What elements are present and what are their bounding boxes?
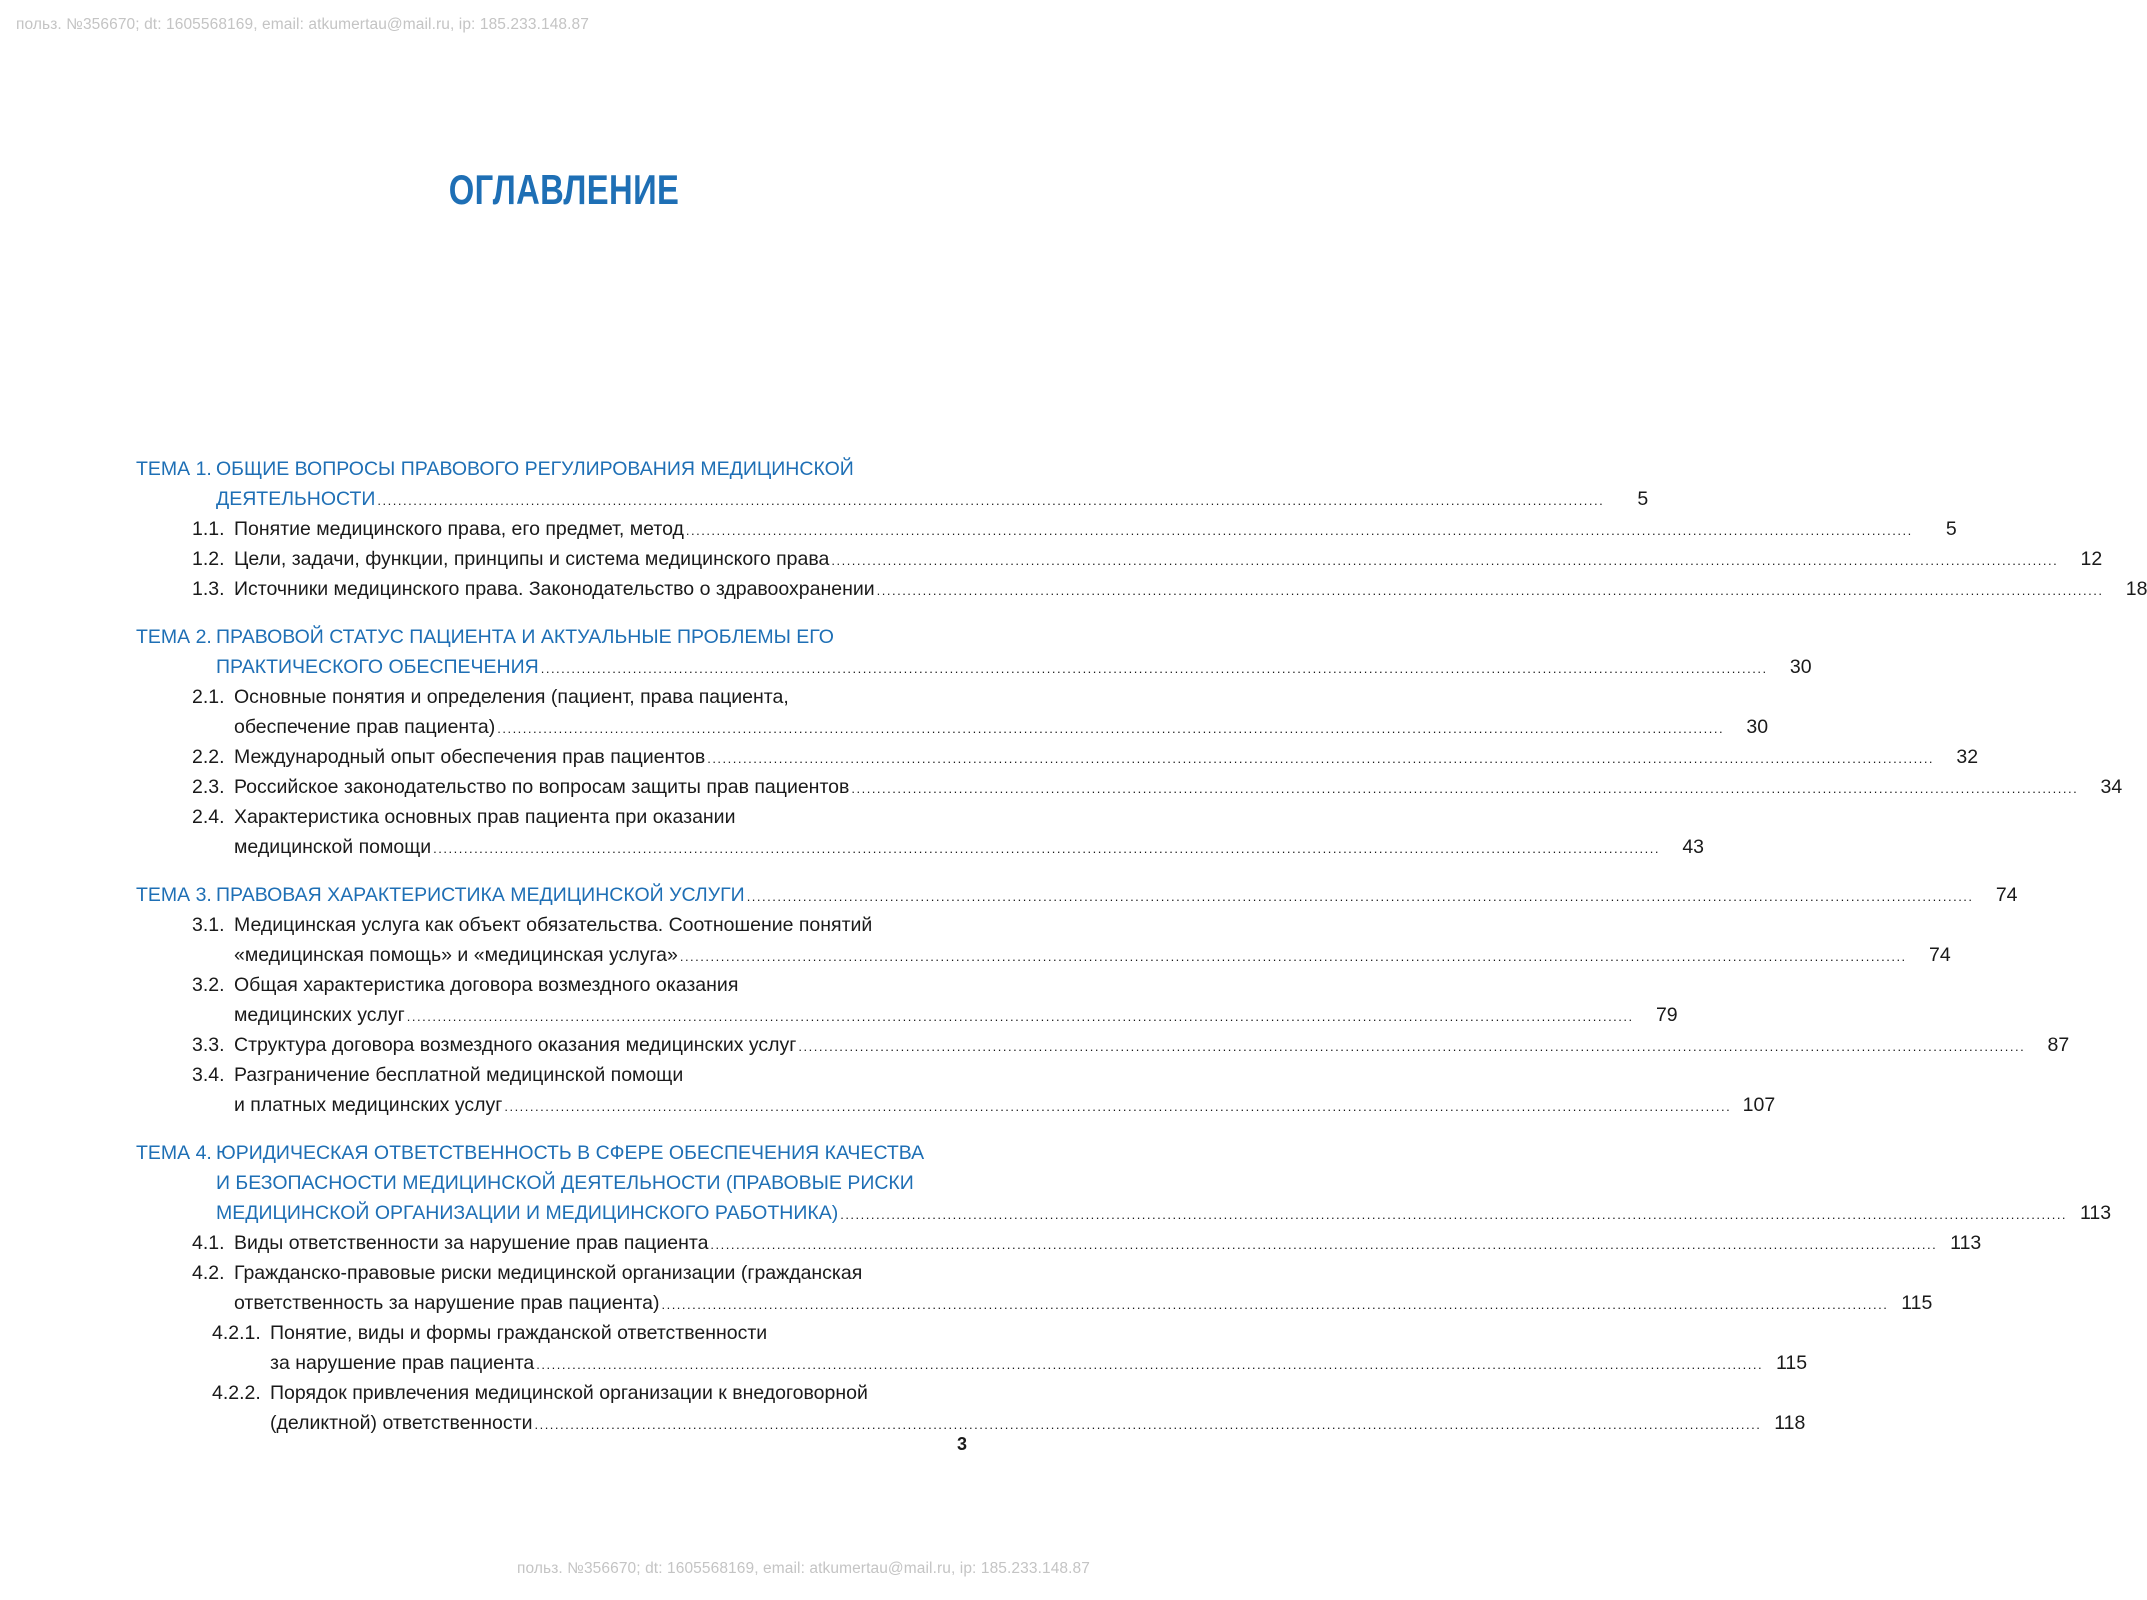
toc-title: обеспечение прав пациента) — [234, 716, 496, 738]
toc-number: ТЕМА 2. — [136, 626, 212, 648]
toc-title: Основные понятия и определения (пациент, права пациента, — [234, 686, 789, 708]
toc-title: Гражданско-правовые риски медицинской организации (гражданская — [234, 1262, 863, 1284]
dot-leader — [661, 1290, 1888, 1320]
dot-leader — [541, 654, 1768, 684]
toc-page: 30 — [1789, 656, 1812, 678]
dot-leader — [831, 546, 2058, 576]
toc-title: «медицинская помощь» и «медицинская услуга» — [234, 944, 678, 966]
toc-title: ПРАВОВОЙ СТАТУС ПАЦИЕНТА И АКТУАЛЬНЫЕ ПРОБЛЕМЫ ЕГО — [216, 626, 834, 648]
dot-leader — [710, 1230, 1937, 1260]
toc-item[interactable] — [136, 1030, 2070, 1060]
dot-leader — [747, 882, 1974, 912]
toc-title: ПРАКТИЧЕСКОГО ОБЕСПЕЧЕНИЯ — [216, 656, 539, 678]
toc-title: медицинской помощи — [234, 836, 432, 858]
dot-leader — [377, 486, 1604, 516]
toc-title: Понятие, виды и формы гражданской ответственности — [270, 1322, 768, 1344]
toc-title: Виды ответственности за нарушение прав пациента — [234, 1232, 709, 1254]
toc-item[interactable] — [136, 574, 2147, 604]
toc-number: ТЕМА 3. — [136, 884, 212, 906]
toc-page: 87 — [2047, 1034, 2070, 1056]
toc-number: 4.2. — [192, 1262, 225, 1284]
toc-item[interactable] — [136, 742, 1979, 772]
toc-number: 2.1. — [192, 686, 225, 708]
watermark-bottom: польз. №356670; dt: 1605568169, email: atkumertau@mail.ru, ip: 185.233.148.87 — [517, 1560, 1090, 1577]
dot-leader — [536, 1350, 1763, 1380]
dot-leader — [407, 1002, 1634, 1032]
toc-item[interactable] — [136, 772, 2123, 802]
toc-title: ОБЩИЕ ВОПРОСЫ ПРАВОВОГО РЕГУЛИРОВАНИЯ МЕДИЦИНСКОЙ — [216, 458, 854, 480]
toc-item[interactable] — [136, 1228, 1982, 1258]
toc-number: 3.2. — [192, 974, 225, 996]
toc-item[interactable] — [136, 1378, 1806, 1438]
toc-title: Понятие медицинского права, его предмет, метод — [234, 518, 684, 540]
toc-page: 43 — [1682, 836, 1705, 858]
toc-title: Разграничение бесплатной медицинской помощи — [234, 1064, 684, 1086]
toc-title: Медицинская услуга как объект обязательства. Соотношение понятий — [234, 914, 873, 936]
toc-number: 3.4. — [192, 1064, 225, 1086]
toc-title: Общая характеристика договора возмездного оказания — [234, 974, 739, 996]
toc-number: 3.3. — [192, 1034, 225, 1056]
dot-leader — [686, 516, 1913, 546]
toc-title: Российское законодательство по вопросам защиты прав пациентов — [234, 776, 850, 798]
dot-leader — [851, 774, 2078, 804]
toc-theme[interactable] — [136, 622, 1812, 682]
toc-page: 107 — [1742, 1094, 1776, 1116]
dot-leader — [840, 1200, 2067, 1230]
toc-title: Источники медицинского права. Законодательство о здравоохранении — [234, 578, 875, 600]
toc-page: 12 — [2080, 548, 2103, 570]
toc-number: 1.3. — [192, 578, 225, 600]
toc-title: ЮРИДИЧЕСКАЯ ОТВЕТСТВЕННОСТЬ В СФЕРЕ ОБЕСПЕЧЕНИЯ КАЧЕСТВА — [216, 1142, 925, 1164]
toc-item[interactable] — [136, 802, 1705, 862]
toc-item[interactable] — [136, 682, 1769, 742]
toc-theme[interactable] — [136, 1138, 2112, 1228]
toc-page: 113 — [1950, 1232, 1982, 1254]
toc-theme[interactable] — [136, 880, 2018, 910]
toc-page: 5 — [1945, 518, 1957, 540]
toc-page: 74 — [1995, 884, 2018, 906]
toc-title: и платных медицинских услуг — [234, 1094, 503, 1116]
dot-leader — [504, 1092, 1731, 1122]
page-title: ОГЛАВЛЕНИЕ — [448, 166, 680, 213]
toc-item[interactable] — [136, 1318, 1808, 1378]
toc-number: ТЕМА 4. — [136, 1142, 212, 1164]
toc-title: Цели, задачи, функции, принципы и система медицинского права — [234, 548, 830, 570]
toc-item[interactable] — [136, 1060, 1776, 1120]
toc-title: ДЕЯТЕЛЬНОСТИ — [216, 488, 376, 510]
table-of-contents — [136, 454, 2147, 1438]
toc-title: Порядок привлечения медицинской организации к внедоговорной — [270, 1382, 868, 1404]
toc-title: Характеристика основных прав пациента при оказании — [234, 806, 736, 828]
toc-title: Структура договора возмездного оказания медицинских услуг — [234, 1034, 797, 1056]
toc-title: МЕДИЦИНСКОЙ ОРГАНИЗАЦИИ И МЕДИЦИНСКОГО РАБОТНИКА) — [216, 1202, 839, 1224]
toc-number: ТЕМА 1. — [136, 458, 212, 480]
toc-number: 2.3. — [192, 776, 225, 798]
toc-theme[interactable] — [136, 454, 1649, 514]
dot-leader — [798, 1032, 2025, 1062]
dot-leader — [534, 1410, 1761, 1440]
toc-title: И БЕЗОПАСНОСТИ МЕДИЦИНСКОЙ ДЕЯТЕЛЬНОСТИ (ПРАВОВЫЕ РИСКИ — [216, 1172, 914, 1194]
toc-item[interactable] — [136, 514, 1957, 544]
page-number: 3 — [957, 1434, 968, 1454]
toc-item[interactable] — [136, 1258, 1933, 1318]
toc-title: медицинских услуг — [234, 1004, 405, 1026]
dot-leader — [497, 714, 1724, 744]
toc-page: 18 — [2125, 578, 2147, 600]
toc-page: 118 — [1774, 1412, 1806, 1434]
toc-title: за нарушение прав пациента — [270, 1352, 535, 1374]
toc-number: 4.2.1. — [212, 1322, 261, 1344]
toc-number: 2.2. — [192, 746, 225, 768]
toc-number: 4.1. — [192, 1232, 225, 1254]
toc-page: 115 — [1776, 1352, 1808, 1374]
toc-page: 5 — [1637, 488, 1649, 510]
dot-leader — [680, 942, 1907, 972]
toc-page: 115 — [1901, 1292, 1933, 1314]
toc-title: ПРАВОВАЯ ХАРАКТЕРИСТИКА МЕДИЦИНСКОЙ УСЛУГИ — [216, 884, 745, 906]
toc-item[interactable] — [136, 970, 1678, 1030]
toc-page: 34 — [2100, 776, 2123, 798]
toc-page: 32 — [1956, 746, 1979, 768]
dot-leader — [433, 834, 1660, 864]
dot-leader — [707, 744, 1934, 774]
toc-title: ответственность за нарушение прав пациента) — [234, 1292, 660, 1314]
toc-title: Международный опыт обеспечения прав пациентов — [234, 746, 706, 768]
dot-leader — [877, 576, 2104, 606]
toc-item[interactable] — [136, 544, 2103, 574]
toc-page: 113 — [2079, 1202, 2112, 1224]
toc-number: 3.1. — [192, 914, 225, 936]
toc-item[interactable] — [136, 910, 1951, 970]
watermark-top: польз. №356670; dt: 1605568169, email: atkumertau@mail.ru, ip: 185.233.148.87 — [16, 16, 589, 33]
toc-number: 2.4. — [192, 806, 225, 828]
toc-page: 74 — [1928, 944, 1951, 966]
toc-number: 1.2. — [192, 548, 225, 570]
toc-title: (деликтной) ответственности — [270, 1412, 533, 1434]
toc-number: 1.1. — [192, 518, 225, 540]
toc-number: 4.2.2. — [212, 1382, 261, 1404]
toc-page: 79 — [1655, 1004, 1678, 1026]
toc-page: 30 — [1746, 716, 1769, 738]
